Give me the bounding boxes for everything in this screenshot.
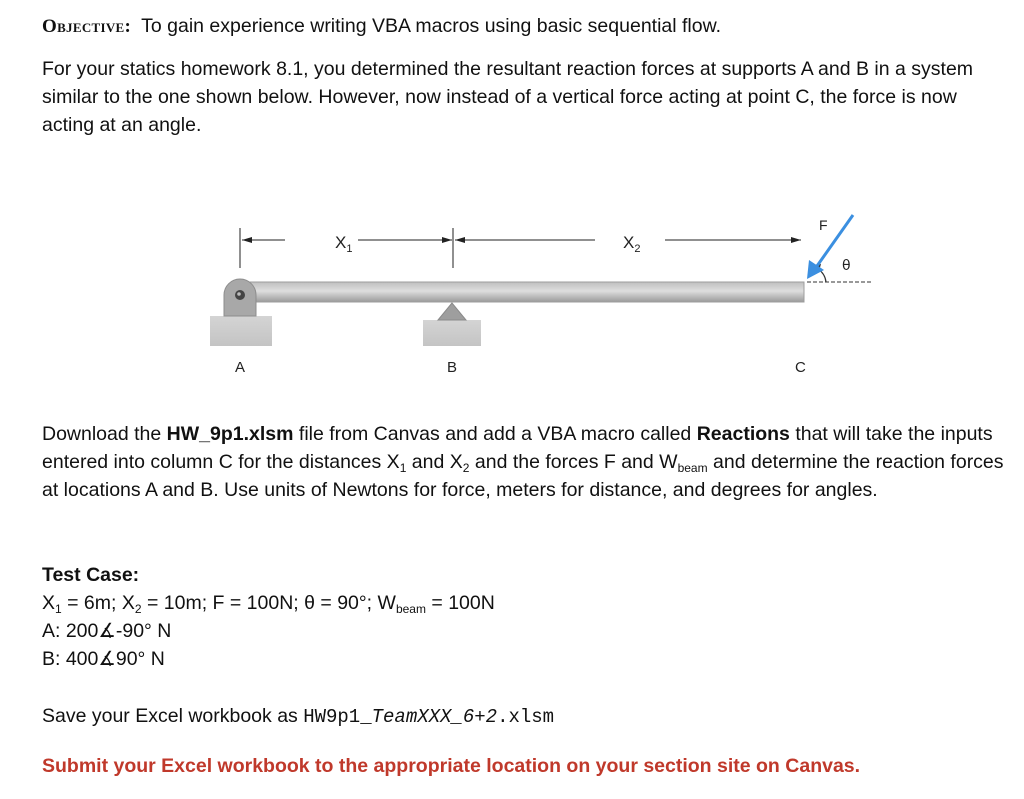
point-c-label: C xyxy=(795,359,806,376)
x1-label: $X_1$ xyxy=(335,233,353,255)
test-case-title: Test Case: xyxy=(42,564,140,586)
beam-diagram xyxy=(195,200,895,385)
beam xyxy=(237,282,804,302)
workbook-filename: HW9p1_TeamXXX_6+2.xlsm xyxy=(303,706,555,728)
test-case-section xyxy=(42,561,1012,673)
submit-instruction: Submit your Excel workbook to the appropriate location on your section site on Canvas. xyxy=(42,755,861,777)
dimension-lines xyxy=(240,228,801,268)
point-b-label: B xyxy=(447,359,458,376)
angle-label: θ xyxy=(842,258,851,274)
objective-label: Objective: xyxy=(42,16,132,37)
test-case-inputs: $X_1 = 6m$; $X_2 = 10m$; F = 100N; θ = 90°; $W_{beam} = 100N$ xyxy=(42,592,495,616)
instructions-paragraph: Download the HW_9p1.xlsm file from Canvas and add a VBA macro called Reactions that will take the inputs entered into column C for the distances $X_1$ and $X_2$ and the forces F and $W_{beam}$ and determine the reaction forces at locations A and B. Use units of Newtons for force, meters for distance, and degrees for angles. xyxy=(42,423,1004,501)
test-case-result-a: A: 200∡-90° N xyxy=(42,620,172,642)
test-case-result-b: B: 400∡90° N xyxy=(42,648,165,670)
x2-label: $X_2$ xyxy=(623,233,641,255)
macro-name: Reactions xyxy=(696,423,790,445)
force-arrowhead xyxy=(807,260,824,279)
intro-paragraph: For your statics homework 8.1, you determined the resultant reaction forces at supports A and B in a system similar to the one shown below. However, now instead of a vertical force acting at point C, the force is now acting at an angle. xyxy=(42,58,974,136)
support-b xyxy=(423,303,481,346)
force-label: F xyxy=(819,217,828,233)
file-name: HW_9p1.xlsm xyxy=(166,423,294,445)
save-instruction: Save your Excel workbook as HW9p1_TeamXXX_6+2.xlsm xyxy=(42,705,555,728)
point-a-label: A xyxy=(235,359,246,376)
objective-text: To gain experience writing VBA macros using basic sequential flow. xyxy=(141,15,722,37)
objective-line xyxy=(42,12,1012,41)
